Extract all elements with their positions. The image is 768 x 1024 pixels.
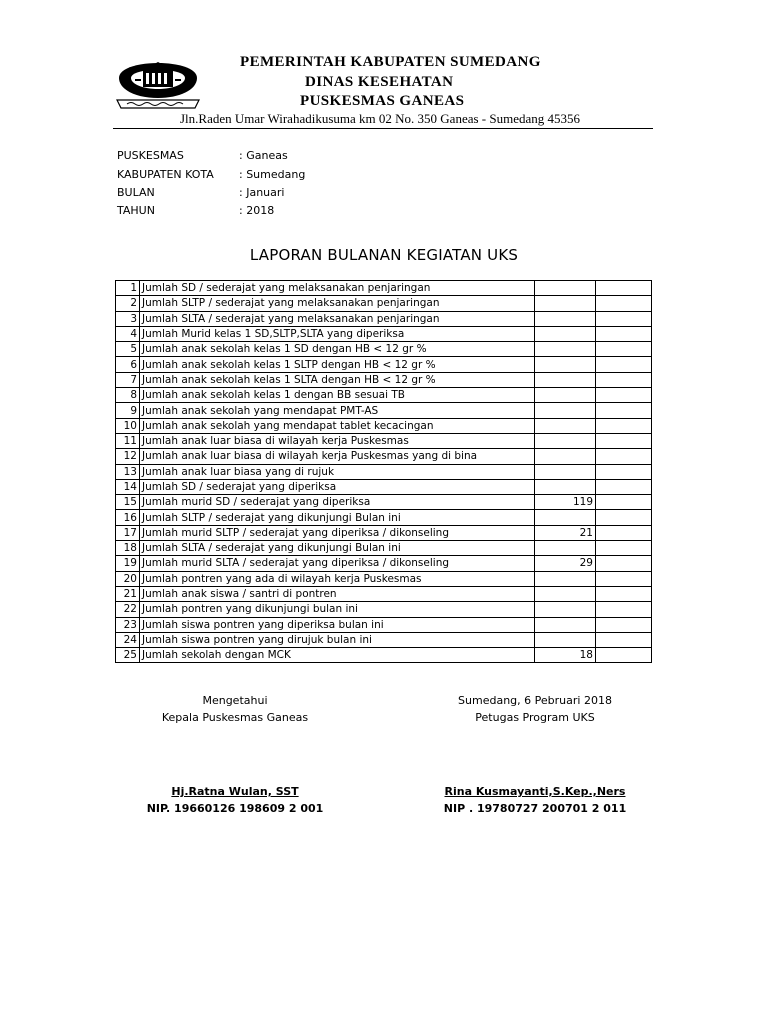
report-table [115,280,652,663]
row-number: 2 [116,296,140,311]
row-extra-cell [596,556,652,571]
sig-right-line1: Sumedang, 6 Pebruari 2018 [458,694,612,707]
row-number: 4 [116,326,140,341]
row-description: Jumlah SLTP / sederajat yang dikunjungi Bulan ini [140,510,535,525]
table-row [116,388,652,403]
row-extra-cell [596,372,652,387]
row-value [535,418,596,433]
row-value: 119 [535,495,596,510]
table-row [116,433,652,448]
table-row [116,342,652,357]
row-value [535,586,596,601]
row-description: Jumlah SD / sederajat yang diperiksa [140,479,535,494]
table-row [116,464,652,479]
row-value [535,464,596,479]
row-extra-cell [596,648,652,663]
sig-left-line1: Mengetahui [202,694,268,707]
row-extra-cell [596,433,652,448]
row-value: 29 [535,556,596,571]
info-label: TAHUN [117,204,155,217]
table-row [116,403,652,418]
row-number: 5 [116,342,140,357]
row-extra-cell [596,632,652,647]
table-row [116,556,652,571]
row-extra-cell [596,296,652,311]
row-description: Jumlah sekolah dengan MCK [140,648,535,663]
table-row [116,525,652,540]
row-extra-cell [596,464,652,479]
row-number: 21 [116,586,140,601]
row-value: 21 [535,525,596,540]
row-description: Jumlah anak sekolah kelas 1 dengan BB sesuai TB [140,388,535,403]
row-value [535,602,596,617]
row-value [535,281,596,296]
letterhead-department: DINAS KESEHATAN [305,74,454,90]
table-row [116,296,652,311]
row-number: 24 [116,632,140,647]
row-extra-cell [596,571,652,586]
info-value: : Ganeas [239,149,288,162]
row-value [535,403,596,418]
row-extra-cell [596,281,652,296]
row-description: Jumlah pontren yang dikunjungi bulan ini [140,602,535,617]
letterhead-government: PEMERINTAH KABUPATEN SUMEDANG [240,54,541,70]
row-value [535,510,596,525]
row-number: 16 [116,510,140,525]
row-number: 15 [116,495,140,510]
row-value [535,541,596,556]
row-number: 17 [116,525,140,540]
row-extra-cell [596,403,652,418]
table-row [116,372,652,387]
row-description: Jumlah anak luar biasa yang di rujuk [140,464,535,479]
row-description: Jumlah Murid kelas 1 SD,SLTP,SLTA yang diperiksa [140,326,535,341]
row-number: 22 [116,602,140,617]
row-extra-cell [596,326,652,341]
row-number: 13 [116,464,140,479]
row-number: 12 [116,449,140,464]
table-row [116,602,652,617]
table-row [116,418,652,433]
row-value [535,296,596,311]
table-row [116,495,652,510]
row-value [535,357,596,372]
row-value [535,479,596,494]
row-extra-cell [596,388,652,403]
row-number: 23 [116,617,140,632]
row-number: 1 [116,281,140,296]
row-extra-cell [596,418,652,433]
row-description: Jumlah anak luar biasa di wilayah kerja Puskesmas [140,433,535,448]
report-title: LAPORAN BULANAN KEGIATAN UKS [249,246,519,264]
row-description: Jumlah siswa pontren yang diperiksa bulan ini [140,617,535,632]
row-value [535,342,596,357]
row-extra-cell [596,586,652,601]
row-description: Jumlah anak sekolah kelas 1 SLTA dengan HB < 12 gr % [140,372,535,387]
row-description: Jumlah SLTA / sederajat yang dikunjungi Bulan ini [140,541,535,556]
row-extra-cell [596,342,652,357]
sig-right-line2: Petugas Program UKS [475,711,595,724]
row-number: 18 [116,541,140,556]
letterhead-divider [113,128,653,129]
row-description: Jumlah murid SLTA / sederajat yang diperiksa / dikonseling [140,556,535,571]
table-row [116,281,652,296]
row-description: Jumlah anak sekolah yang mendapat PMT-AS [140,403,535,418]
info-label: PUSKESMAS [117,149,184,162]
row-number: 14 [116,479,140,494]
row-value [535,449,596,464]
row-number: 25 [116,648,140,663]
row-extra-cell [596,449,652,464]
table-row [116,326,652,341]
row-description: Jumlah anak sekolah yang mendapat tablet kecacingan [140,418,535,433]
row-extra-cell [596,479,652,494]
row-value [535,372,596,387]
info-label: BULAN [117,186,155,199]
row-extra-cell [596,311,652,326]
table-row [116,479,652,494]
row-number: 6 [116,357,140,372]
table-row [116,617,652,632]
row-number: 11 [116,433,140,448]
row-value [535,632,596,647]
row-extra-cell [596,525,652,540]
row-number: 7 [116,372,140,387]
table-row [116,541,652,556]
row-value [535,571,596,586]
row-description: Jumlah murid SLTP / sederajat yang diperiksa / dikonseling [140,525,535,540]
report-table-body [116,281,652,663]
row-value [535,326,596,341]
table-row [116,510,652,525]
sig-right-name: Rina Kusmayanti,S.Kep.,Ners [444,785,626,798]
table-row [116,648,652,663]
row-value [535,388,596,403]
row-description: Jumlah SLTP / sederajat yang melaksanakan penjaringan [140,296,535,311]
row-value [535,433,596,448]
row-number: 8 [116,388,140,403]
row-description: Jumlah anak sekolah kelas 1 SLTP dengan HB < 12 gr % [140,357,535,372]
sig-left-nip: NIP. 19660126 198609 2 001 [146,802,324,815]
row-description: Jumlah anak luar biasa di wilayah kerja Puskesmas yang di bina [140,449,535,464]
info-value: : Januari [239,186,285,199]
row-number: 10 [116,418,140,433]
row-number: 19 [116,556,140,571]
row-extra-cell [596,602,652,617]
table-row [116,571,652,586]
row-extra-cell [596,510,652,525]
info-value: : Sumedang [239,168,306,181]
row-value [535,617,596,632]
table-row [116,586,652,601]
sig-left-name: Hj.Ratna Wulan, SST [171,785,299,798]
table-row [116,449,652,464]
table-row [116,311,652,326]
row-description: Jumlah SD / sederajat yang melaksanakan penjaringan [140,281,535,296]
row-extra-cell [596,617,652,632]
table-row [116,632,652,647]
sumedang-logo [113,50,203,112]
row-description: Jumlah anak sekolah kelas 1 SD dengan HB < 12 gr % [140,342,535,357]
row-value [535,311,596,326]
row-number: 9 [116,403,140,418]
row-description: Jumlah murid SD / sederajat yang diperiksa [140,495,535,510]
row-number: 3 [116,311,140,326]
sig-left-line2: Kepala Puskesmas Ganeas [161,711,309,724]
row-extra-cell [596,541,652,556]
row-description: Jumlah SLTA / sederajat yang melaksanakan penjaringan [140,311,535,326]
row-value: 18 [535,648,596,663]
sig-right-nip: NIP . 19780727 200701 2 011 [443,802,627,815]
table-row [116,357,652,372]
row-extra-cell [596,495,652,510]
info-label: KABUPATEN KOTA [117,168,214,181]
letterhead-puskesmas: PUSKESMAS GANEAS [300,93,465,109]
letterhead-address: Jln.Raden Umar Wirahadikusuma km 02 No. 350 Ganeas - Sumedang 45356 [180,111,580,126]
row-description: Jumlah anak siswa / santri di pontren [140,586,535,601]
row-extra-cell [596,357,652,372]
row-description: Jumlah pontren yang ada di wilayah kerja Puskesmas [140,571,535,586]
row-description: Jumlah siswa pontren yang dirujuk bulan ini [140,632,535,647]
row-number: 20 [116,571,140,586]
info-value: : 2018 [239,204,275,217]
